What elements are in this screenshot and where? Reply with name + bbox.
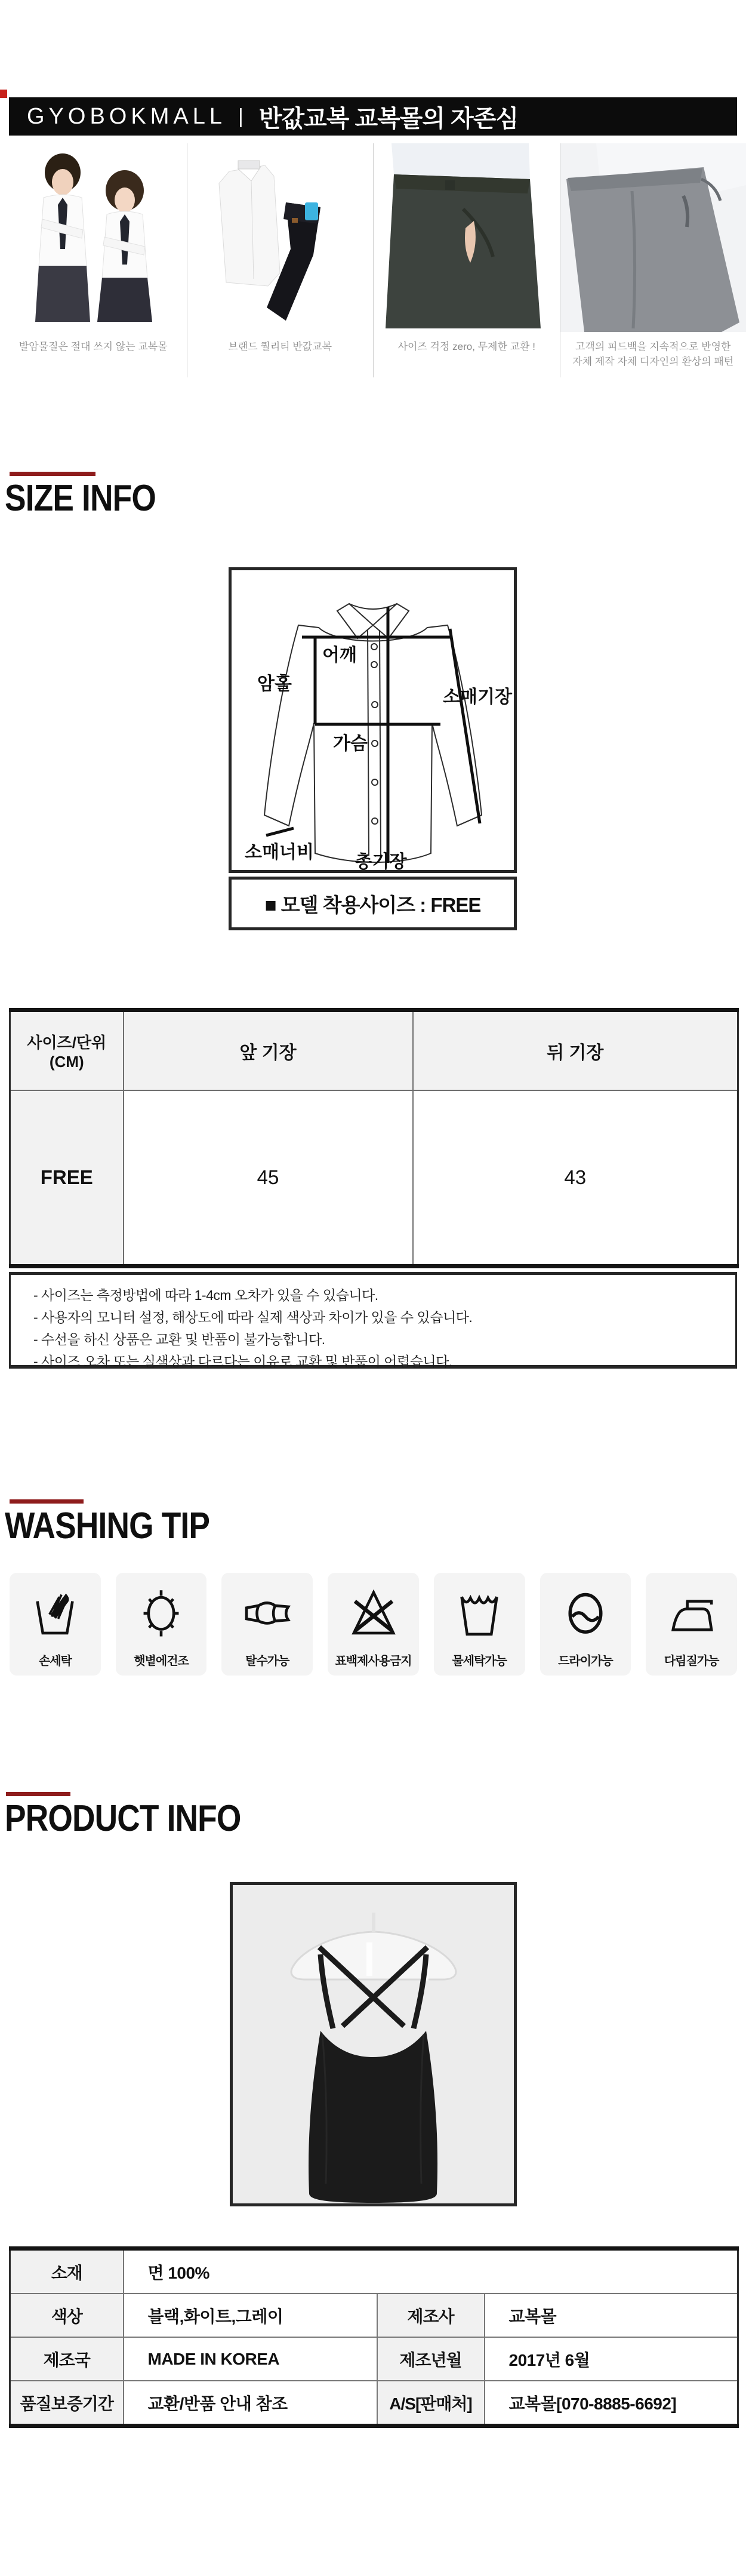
uniform-models-illustration (8, 147, 178, 328)
wash-label: 탈수가능 (245, 1655, 289, 1668)
charcoal-pants-photo (374, 143, 560, 332)
gray-pants-illustration (560, 143, 746, 332)
product-table-row (10, 2337, 738, 2381)
feature-caption: 발암물질은 절대 쓰지 않는 교복몰 (19, 341, 168, 352)
diagram-label-shoulder: 어깨 (322, 645, 357, 665)
washing-tip-title: WASHING TIP (5, 1505, 210, 1547)
feature-caption (572, 339, 733, 369)
wring-icon (221, 1573, 313, 1651)
product-info-table (9, 2246, 739, 2428)
product-label-origin: 제조국 (10, 2337, 124, 2381)
charcoal-pants-illustration (374, 143, 559, 332)
product-label-material: 소재 (10, 2249, 124, 2294)
wash-card-sun-dry (116, 1573, 207, 1676)
wash-card-water-wash (434, 1573, 525, 1676)
size-info-title: SIZE INFO (5, 478, 156, 519)
shirt-and-pants-illustration (196, 147, 363, 328)
feature-strip (0, 143, 746, 377)
shirt-measure-diagram (232, 570, 514, 870)
product-table-row (10, 2294, 738, 2337)
size-table-row (10, 1090, 738, 1267)
size-note: - 사이즈는 측정방법에 따라 1-4cm 오차가 있을 수 있습니다. (33, 1287, 378, 1303)
wash-label: 표백제사용금지 (335, 1655, 412, 1668)
product-value-color: 블랙,화이트,그레이 (124, 2294, 377, 2337)
model-size-note: ■ 모델 착용사이즈 : FREE (229, 877, 517, 930)
diagram-label-armhole: 암홀 (257, 674, 292, 694)
product-value-origin: MADE IN KOREA (124, 2337, 377, 2381)
product-label-manufacturer: 제조사 (377, 2294, 485, 2337)
feature-caption: 브랜드 퀄리티 반값교복 (228, 341, 332, 352)
wash-card-dry-clean (540, 1573, 631, 1676)
size-table-header-row (10, 1010, 738, 1091)
feature-col-charcoal-pants (373, 143, 560, 377)
product-value-as: 교복몰[070-8885-6692] (485, 2381, 738, 2426)
diagram-label-sleeve-width: 소매너비 (245, 843, 314, 862)
no-bleach-icon (328, 1573, 419, 1651)
wash-label: 물세탁가능 (452, 1655, 507, 1668)
feature-caption-line1: 고객의 피드백을 지속적으로 반영한 (575, 341, 731, 352)
wash-label: 손세탁 (38, 1655, 72, 1668)
water-wash-icon (434, 1573, 525, 1651)
size-note: - 사이즈 오차 또는 실색상과 다르다는 이유로 교환 및 반품이 어렵습니다. (33, 1354, 452, 1369)
wash-card-no-bleach (328, 1573, 419, 1676)
product-value-warranty: 교환/반품 안내 참조 (124, 2381, 377, 2426)
feature-col-flatlay (187, 143, 374, 377)
washing-care-cards (10, 1573, 737, 1676)
product-table-row (10, 2249, 738, 2294)
product-label-date: 제조년월 (377, 2337, 485, 2381)
product-value-date: 2017년 6월 (485, 2337, 738, 2381)
shirt-and-pants-photo (187, 143, 374, 332)
product-label-as: A/S[판매처] (377, 2381, 485, 2426)
black-camisole-photo (233, 1885, 514, 2203)
feature-col-models (0, 143, 187, 377)
size-table-front-header: 앞 기장 (124, 1010, 413, 1091)
size-notes-box (9, 1272, 737, 1369)
iron-icon (646, 1573, 737, 1651)
size-table-back-header: 뒤 기장 (413, 1010, 738, 1091)
product-info-title: PRODUCT INFO (5, 1798, 241, 1839)
washing-tip-accent-bar (10, 1499, 84, 1504)
size-info-accent-bar (10, 472, 95, 476)
size-table-back-value: 43 (413, 1090, 738, 1267)
wash-label: 다림질가능 (664, 1655, 719, 1668)
uniform-models-photo (0, 143, 187, 332)
product-info-accent-bar (6, 1792, 70, 1796)
wash-label: 햇볕에건조 (134, 1655, 189, 1668)
size-table-front-value: 45 (124, 1090, 413, 1267)
brand-logo-text: GYOBOKMALL (27, 103, 226, 129)
hand-wash-icon (10, 1573, 101, 1651)
wash-label: 드라이가능 (558, 1655, 613, 1668)
brand-tagline: 반값교복 교복몰의 자존심 (258, 105, 519, 132)
wash-card-hand-wash (10, 1573, 101, 1676)
wash-card-wring (221, 1573, 313, 1676)
product-label-warranty: 품질보증기간 (10, 2381, 124, 2426)
size-table-unit-header: 사이즈/단위(CM) (10, 1010, 124, 1091)
brand-header-bar (9, 97, 737, 136)
size-note: - 수선을 하신 상품은 교환 및 반품이 불가능합니다. (33, 1332, 325, 1347)
product-label-color: 색상 (10, 2294, 124, 2337)
wash-card-iron (646, 1573, 737, 1676)
red-corner-chip (0, 90, 7, 98)
diagram-label-chest: 가슴 (333, 734, 368, 754)
product-value-material: 면 100% (124, 2249, 738, 2294)
gray-pants-photo (560, 143, 746, 332)
sun-dry-icon (116, 1573, 207, 1651)
diagram-label-total-length: 총기장 (354, 852, 407, 870)
product-value-manufacturer: 교복몰 (485, 2294, 738, 2337)
size-diagram-box (229, 567, 517, 873)
header-separator: | (238, 104, 243, 128)
size-table (9, 1008, 739, 1268)
dry-clean-icon (540, 1573, 631, 1651)
size-table-size-cell: FREE (10, 1090, 124, 1267)
product-photo-box (230, 1882, 517, 2206)
feature-col-gray-pants (560, 143, 746, 377)
product-table-row (10, 2381, 738, 2426)
size-note: - 사용자의 모니터 설정, 해상도에 따라 실제 색상과 차이가 있을 수 있습니다. (33, 1309, 473, 1325)
diagram-label-sleeve-length: 소매기장 (443, 687, 512, 707)
feature-caption: 사이즈 걱정 zero, 무제한 교환 ! (397, 341, 535, 352)
feature-caption-line2: 자체 제작 자체 디자인의 환상의 패턴 (572, 356, 734, 367)
